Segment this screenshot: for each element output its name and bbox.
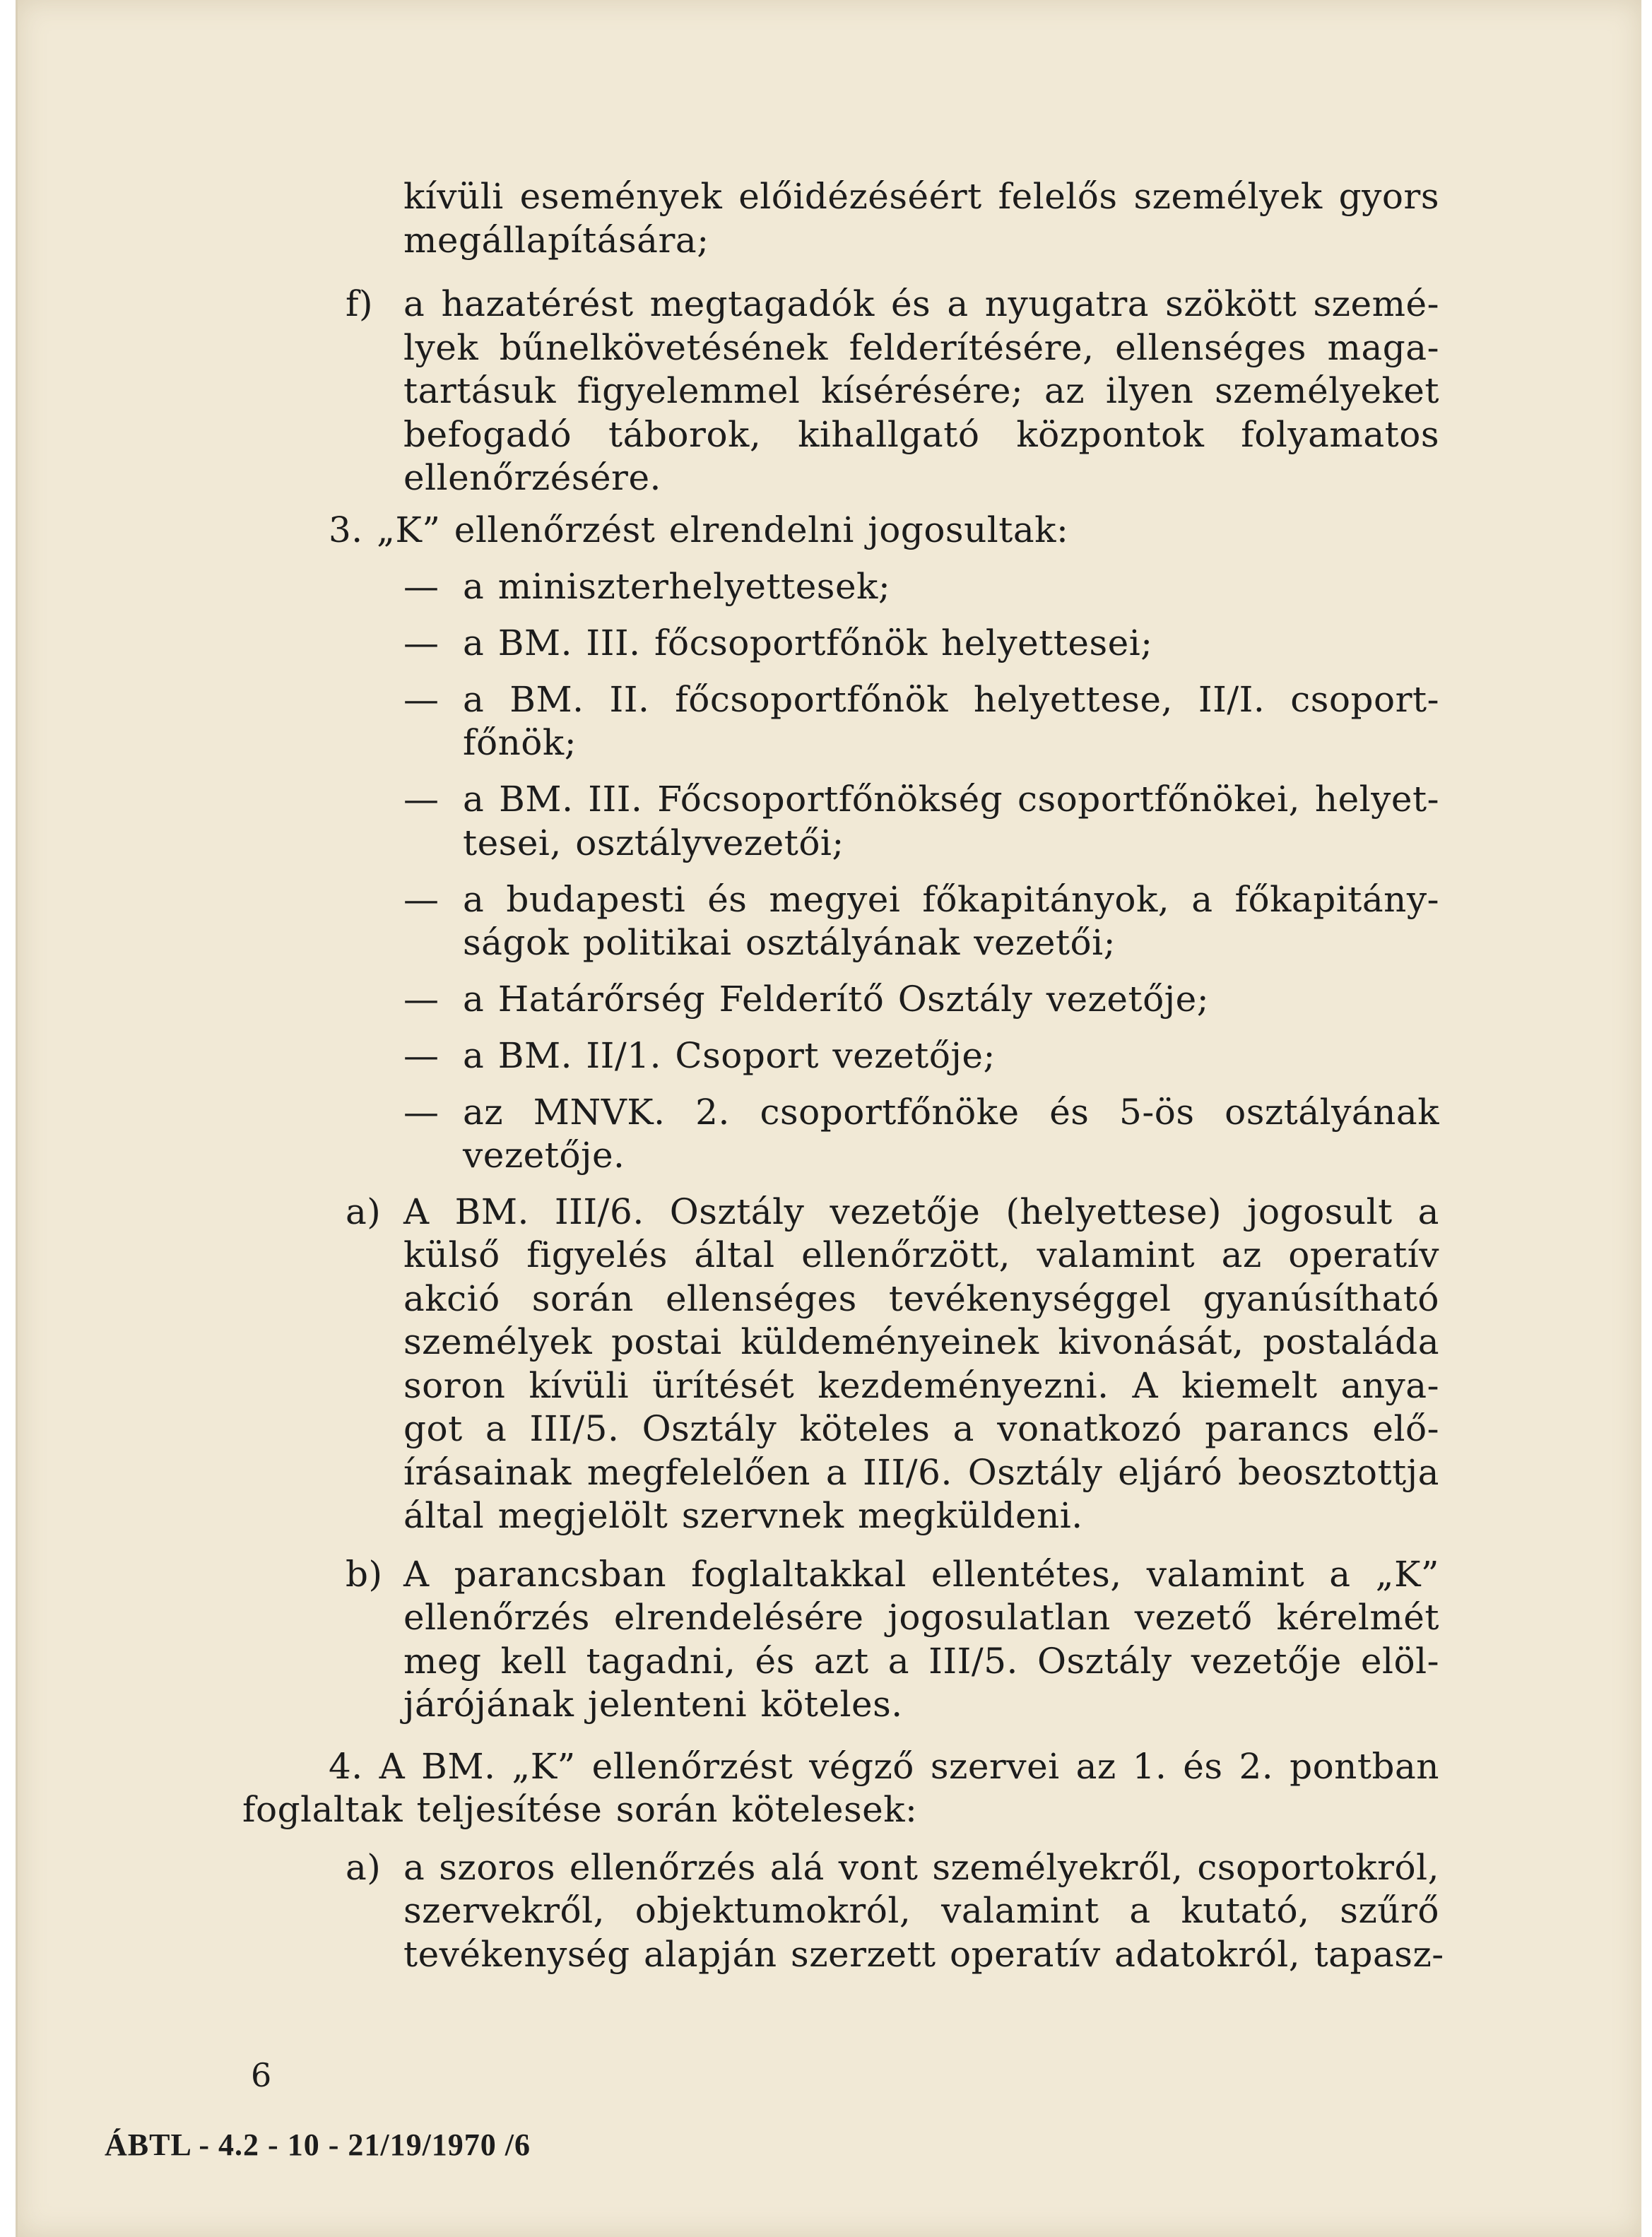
list-dash: — bbox=[403, 622, 439, 663]
text-line: a BM. II/1. Csoport vezetője; bbox=[463, 1035, 996, 1076]
text-line: 4. A BM. „K” ellenőrzést végző szervei az 1. és 2. pontban bbox=[329, 1746, 1439, 1787]
text-line: soron kívüli ürítését kezdeményezni. A kiemelt anya- bbox=[403, 1365, 1439, 1406]
text-line: írásainak megfelelően a III/6. Osztály eljáró beosztottja bbox=[403, 1452, 1439, 1493]
text-line: A parancsban foglaltakkal ellentétes, valamint a „K” bbox=[403, 1554, 1439, 1595]
text-line: a BM. III. Főcsoportfőnökség csoportfőnökei, helyet- bbox=[463, 779, 1439, 820]
text-line: a miniszterhelyettesek; bbox=[463, 566, 891, 607]
text-line: szervekről, objektumokról, valamint a kutató, szűrő bbox=[403, 1890, 1439, 1931]
list-label: a) bbox=[346, 1847, 382, 1888]
text-line: 3. „K” ellenőrzést elrendelni jogosultak: bbox=[329, 509, 1069, 550]
archive-reference: ÁBTL - 4.2 - 10 - 21/19/1970 /6 bbox=[105, 2127, 531, 2162]
text-line: a BM. II. főcsoportfőnök helyettese, II/I. csoport- bbox=[463, 679, 1439, 720]
list-dash: — bbox=[403, 1035, 439, 1076]
text-line: vezetője. bbox=[463, 1135, 625, 1176]
list-label: b) bbox=[346, 1554, 383, 1595]
text-line: tevékenység alapján szerzett operatív adatokról, tapasz- bbox=[403, 1934, 1444, 1975]
text-line: kívüli események előidézéséért felelős személyek gyors bbox=[403, 176, 1439, 217]
text-line: a budapesti és megyei főkapitányok, a főkapitány- bbox=[463, 879, 1439, 920]
page-number: 6 bbox=[251, 2056, 272, 2094]
list-label: a) bbox=[346, 1191, 382, 1232]
text-line: ságok politikai osztályának vezetői; bbox=[463, 922, 1116, 963]
text-line: külső figyelés által ellenőrzött, valamint az operatív bbox=[403, 1234, 1439, 1275]
text-line: az MNVK. 2. csoportfőnöke és 5-ös osztályának bbox=[463, 1092, 1439, 1133]
text-line: személyek postai küldeményeinek kivonását, postaláda bbox=[403, 1321, 1439, 1362]
document-body bbox=[18, 0, 1641, 2049]
list-dash: — bbox=[403, 879, 439, 920]
text-line: által megjelölt szervnek megküldeni. bbox=[403, 1495, 1083, 1536]
list-dash: — bbox=[403, 1092, 439, 1133]
text-line: lyek bűnelkövetésének felderítésére, ellenséges maga- bbox=[403, 327, 1439, 368]
text-line: járójának jelenteni köteles. bbox=[403, 1684, 903, 1725]
text-line: tartásuk figyelemmel kísérésére; az ilyen személyeket bbox=[403, 370, 1439, 411]
text-line: tesei, osztályvezetői; bbox=[463, 822, 844, 863]
text-line: a hazatérést megtagadók és a nyugatra szökött szemé- bbox=[403, 283, 1439, 324]
text-line: ellenőrzés elrendelésére jogosulatlan vezető kérelmét bbox=[403, 1597, 1439, 1638]
list-dash: — bbox=[403, 679, 439, 720]
text-line: got a III/5. Osztály köteles a vonatkozó parancs elő- bbox=[403, 1408, 1439, 1449]
text-line: főnök; bbox=[463, 722, 577, 763]
text-line: megállapítására; bbox=[403, 220, 709, 261]
text-line: ellenőrzésére. bbox=[403, 457, 661, 498]
text-line: foglaltak teljesítése során kötelesek: bbox=[242, 1789, 918, 1830]
text-line: a BM. III. főcsoportfőnök helyettesei; bbox=[463, 622, 1153, 663]
text-line: akció során ellenséges tevékenységgel gyanúsítható bbox=[403, 1278, 1439, 1319]
document-page bbox=[16, 0, 1641, 2237]
text-line: befogadó táborok, kihallgató központok folyamatos bbox=[403, 414, 1439, 455]
text-line: A BM. III/6. Osztály vezetője (helyettese) jogosult a bbox=[403, 1191, 1439, 1232]
text-line: a szoros ellenőrzés alá vont személyekről, csoportokról, bbox=[403, 1847, 1439, 1888]
list-dash: — bbox=[403, 979, 439, 1020]
text-line: meg kell tagadni, és azt a III/5. Osztály vezetője elöl- bbox=[403, 1641, 1439, 1682]
list-dash: — bbox=[403, 566, 439, 607]
list-label: f) bbox=[346, 283, 374, 324]
text-line: a Határőrség Felderítő Osztály vezetője; bbox=[463, 979, 1210, 1020]
list-dash: — bbox=[403, 779, 439, 820]
